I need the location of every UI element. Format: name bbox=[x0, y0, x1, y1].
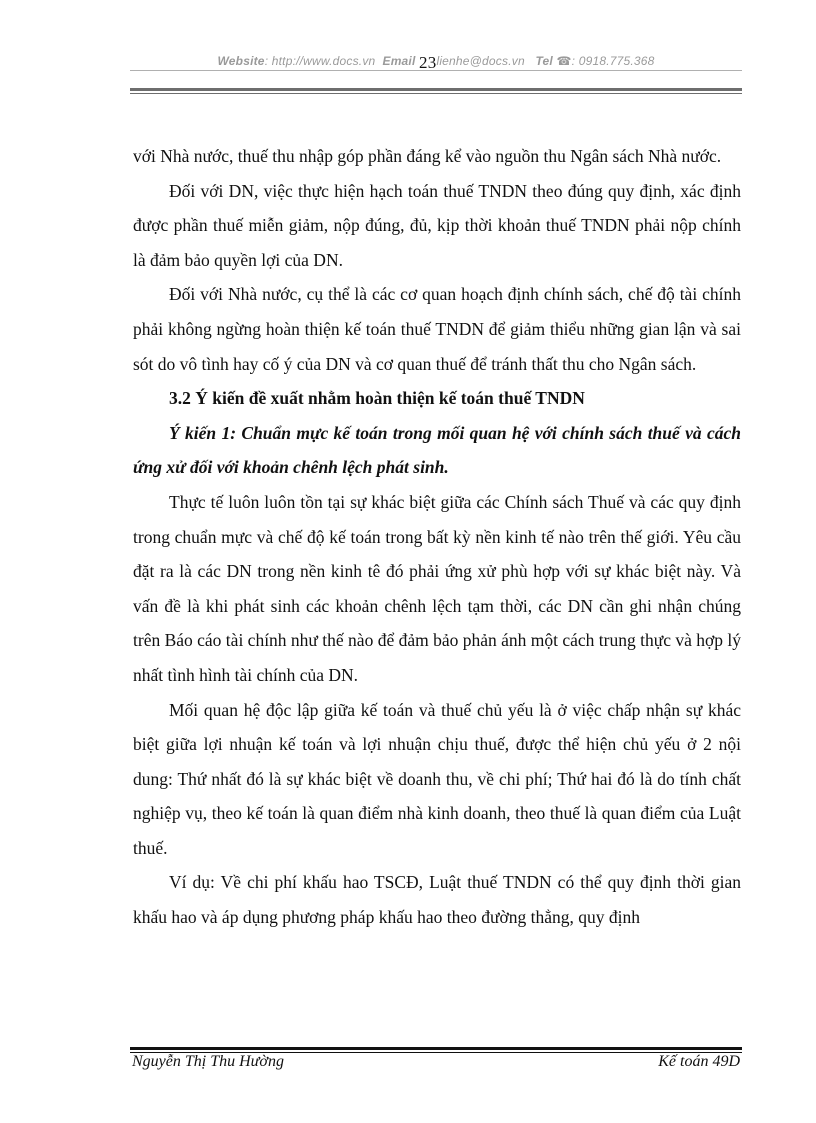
document-body bbox=[133, 139, 741, 935]
email-value: lienhe@docs.vn bbox=[436, 54, 525, 68]
page-header bbox=[130, 50, 742, 70]
footer-author: Nguyễn Thị Thu Hường bbox=[132, 1053, 284, 1070]
paragraph-2: Đối với DN, việc thực hiện hạch toán thuế TNDN theo đúng quy định, xác định được phần thuế miễn giảm, nộp đúng, đủ, kịp thời khoản thuế TNDN phải nộp chính là đảm bảo quyền lợi của DN. bbox=[133, 180, 741, 270]
paragraph-6: Ví dụ: Về chi phí khấu hao TSCĐ, Luật thuế TNDN có thể quy định thời gian khấu hao và áp dụng phương pháp khấu hao theo đường thẳng, quy định bbox=[133, 872, 741, 928]
phone-icon: ☎ bbox=[556, 54, 572, 68]
page-number: 23 bbox=[419, 53, 437, 72]
website-value: : http://www.docs.vn bbox=[264, 54, 376, 68]
footer-divider-thick bbox=[130, 1047, 742, 1050]
paragraph-5: Mối quan hệ độc lập giữa kế toán và thuế chủ yếu là ở việc chấp nhận sự khác biệt giữa lợi nhuận kế toán và lợi nhuận chịu thuế, được thể hiện chủ yếu ở 2 nội dung: Thứ nhất đó là sự khác biệt về doanh thu, về chi phí; Thứ hai đó là do tính chất nghiệp vụ, theo kế toán là quan điểm nhà kinh doanh, theo thuế là quan điểm của Luật thuế. bbox=[133, 699, 741, 858]
paragraph-1: với Nhà nước, thuế thu nhập góp phần đáng kể vào nguồn thu Ngân sách Nhà nước. bbox=[133, 146, 722, 166]
header-divider-thick bbox=[130, 88, 742, 91]
email-label: Email bbox=[382, 54, 416, 68]
page-footer bbox=[130, 1053, 742, 1075]
footer-class: Kế toán 49D bbox=[658, 1053, 740, 1070]
paragraph-3: Đối với Nhà nước, cụ thể là các cơ quan hoạch định chính sách, chế độ tài chính phải không ngừng hoàn thiện kế toán thuế TNDN để giảm thiểu những gian lận và sai sót do vô tình hay cố ý của DN và cơ quan thuế để tránh thất thu cho Ngân sách. bbox=[133, 284, 741, 374]
tel-value: : 0918.775.368 bbox=[571, 54, 655, 68]
header-divider-thin bbox=[130, 70, 742, 71]
tel-label: Tel bbox=[535, 54, 553, 68]
header-divider-under bbox=[130, 93, 742, 94]
section-heading: 3.2 Ý kiến đề xuất nhằm hoàn thiện kế toán thuế TNDN bbox=[169, 388, 585, 409]
paragraph-4: Thực tế luôn luôn tồn tại sự khác biệt giữa các Chính sách Thuế và các quy định trong chuẩn mực và chế độ kế toán trong bất kỳ nền kinh tế nào trên thế giới. Yêu cầu đặt ra là các DN trong nền kinh tê đó phải ứng xử phù hợp với sự khác biệt này. Và vấn đề là khi phát sinh các khoản chênh lệch tạm thời, các DN cần ghi nhận chúng trên Báo cáo tài chính như thế nào để đảm bảo phản ánh một cách trung thực và hợp lý nhất tình hình tài chính của DN. bbox=[133, 491, 741, 685]
website-label: Website bbox=[217, 54, 265, 68]
section-subheading: Ý kiến 1: Chuẩn mực kế toán trong mối quan hệ với chính sách thuế và cách ứng xử đối với khoản chênh lệch phát sinh. bbox=[133, 422, 741, 478]
